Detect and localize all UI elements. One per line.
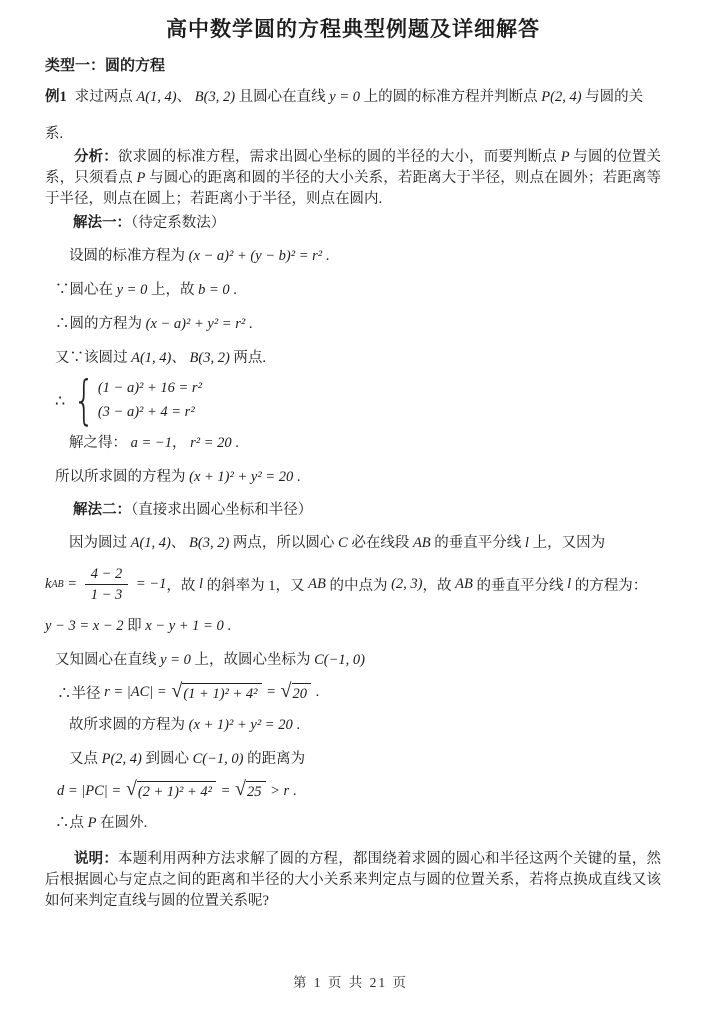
slope-fraction-line [45,565,661,604]
text-run: 所以所求圆的方程为 [55,469,190,485]
radical [280,679,311,703]
text-run: . [289,782,297,799]
formula-standard-equation [69,244,661,268]
text-run: 上，故 [147,282,199,298]
text-run: ，故 [422,578,456,594]
example-1-statement-continued [45,123,661,145]
text-run: 与圆的关 [581,89,644,105]
math-run: (3 − a)² + 4 = r² [97,404,195,420]
text-run: 的垂直平分线 [472,578,568,594]
text-run: 的距离为 [243,751,306,767]
math-run: AB [412,535,431,551]
text-run: . [293,469,301,485]
math-run: B(3, 2) [189,350,230,366]
text-run: 两点. [229,350,267,366]
math-run: k [45,576,52,592]
sqrt-icon: √ [125,778,137,800]
section-heading: 类型一：圆的方程 [45,58,166,74]
formula-solution-values [69,431,661,455]
text-run: 系. [45,126,64,142]
text-run: 的垂直平分线 [430,535,525,551]
brace-glyph: { [73,369,95,432]
math-run: l [524,535,529,551]
text-run: 欲求圆的标准方程，需求出圆心坐标的圆的半径的大小，而要判断点 [117,149,561,165]
text-run: 故所求圆的方程为 [69,717,189,733]
radicand: (2 + 1)² + 4² [137,781,216,801]
text-run: 的方程为： [571,578,648,594]
formula-radius [57,679,661,703]
math-run: A(1, 4) [131,350,172,366]
text-run: . [245,316,253,332]
analysis-label: 分析： [74,149,118,165]
radicand: (1 + 1)² + 4² [182,683,261,703]
math-run: C(−1, 0) [314,652,365,668]
fraction-numerator: 4 − 2 [85,565,129,585]
method-2-intro [69,531,661,555]
text-run: 、 [171,350,190,366]
text-run: 又∵该圆过 [55,350,132,366]
math-run: (x − a)² + (y − b)² = r² [188,248,323,264]
math-run: y − 3 = x − 2 [45,618,124,634]
text-run: . [231,435,239,451]
text-run: 与圆的位置关系，只须看点 [45,149,662,186]
formula-circle-equation-b0 [55,312,661,336]
method-2-label: 解法二： [73,502,131,518]
math-run: x − y + 1 = 0 [145,618,224,634]
math-run: (x + 1)² + y² = 20 [188,717,293,733]
text-run: . [229,282,237,298]
math-run: r = |AC| = [104,684,171,700]
text-run: 解之得： [69,435,131,451]
text-run: ，故 [166,578,199,594]
text-run: 上的圆的标准方程并判断点 [360,89,542,105]
method-1-label: 解法一： [73,215,131,231]
text-run: ∴半径 [57,686,105,702]
math-run: y = 0 [116,282,148,298]
math-run: P [87,815,97,831]
math-run: AB [308,576,326,592]
text-run: 必在线段 [347,535,413,551]
math-run: a = −1 [130,435,172,451]
text-run: . [322,248,330,264]
text-run: 求过两点 [74,89,137,105]
text-run: . [223,618,231,634]
text-run: 、 [176,89,195,105]
text-run: 上，故圆心坐标为 [190,652,315,668]
remark-paragraph [45,849,661,912]
text-run: ， [171,435,191,451]
math-run: = −1 [132,576,167,592]
math-run: P(2, 4) [541,89,582,105]
math-run: = [216,782,235,799]
math-run: = [262,684,280,700]
subscript-ab: AB [51,579,64,590]
math-run: l [567,576,572,592]
formula-center-on-line [55,278,661,302]
radical [235,778,265,801]
method-2-heading [73,499,661,521]
text-run: 设圆的标准方程为 [69,248,189,264]
text-run: 的中点为 [325,578,392,594]
method-1-subtitle: （待定系数法） [131,215,226,231]
radicand: 25 [246,781,266,801]
math-run: (1 − a)² + 16 = r² [97,380,202,396]
text-run: ∴点 [55,815,88,831]
formula-center-coordinates [55,648,661,672]
text-run: 在圆外. [96,815,148,831]
text-run: 又知圆心在直线 [55,652,161,668]
radicand: 20 [292,683,312,703]
method-2-subtitle: （直接求出圆心坐标和半径） [131,502,313,518]
text-run: 、 [170,535,190,551]
math-run: (x + 1)² + y² = 20 [189,469,294,485]
text-run: . [292,717,300,733]
example-1-label: 例1 [45,89,67,105]
math-run: B(3, 2) [194,89,236,105]
radical [125,778,216,801]
math-run: y = 0 [329,89,361,105]
math-run: P(2, 4) [101,751,142,767]
therefore-symbol: ∴ [55,392,66,410]
math-run: A(1, 4) [130,535,171,551]
point-distance-intro [69,747,661,771]
text-run: 本题利用两种方法求解了圆的方程，都围绕着求圆的圆心和半径这两个关键的量，然后根据圆心与定点之间的距离和半径的大小关系来判定点与圆的位置关系，若将点换成直线又该如何来判定直线与圆的位置关系呢? [45,851,662,909]
math-run: y = 0 [160,652,191,668]
math-run: A(1, 4) [136,89,177,105]
math-run: = [63,576,81,592]
math-run: P [560,149,570,165]
math-run: > r [266,782,290,799]
page-title: 高中数学圆的方程典型例题及详细解答 [166,17,540,41]
math-run: r² = 20 [190,435,232,451]
sqrt-icon: √ [280,679,292,702]
formula-distance [57,778,661,801]
text-run: . [312,684,320,700]
fraction [85,565,129,604]
math-run: (x − a)² + y² = r² [145,316,246,332]
math-run: C(−1, 0) [192,751,244,767]
text-run: 上，又因为 [528,535,606,551]
math-run: (2, 3) [391,576,423,592]
equation-column [98,380,202,421]
text-run: 且圆心在直线 [235,89,330,105]
text-run: 到圆心 [141,751,193,767]
method-1-heading [73,212,661,234]
math-run: AB [455,576,473,592]
formula-result-method-1 [55,465,661,489]
page-footer: 第 1 页 共 21 页 [292,975,409,990]
formula-passes-through-points [55,346,661,370]
text-run: 的斜率为 1，又 [202,578,309,594]
sqrt-icon: √ [235,778,247,800]
math-run: B(3, 2) [189,535,230,551]
math-run: C [338,535,348,551]
text-run: ∴圆的方程为 [55,316,146,332]
text-run: 又点 [69,751,102,767]
text-run: 两点，所以圆心 [229,535,339,551]
radical [171,679,261,703]
text-run: ∵圆心在 [55,282,117,298]
analysis-paragraph [45,147,661,210]
formula-result-method-2 [69,713,661,737]
fraction-denominator: 1 − 3 [90,587,123,603]
text-run: 即 [123,618,146,634]
text-run: 因为圆过 [69,535,131,551]
math-run: l [198,576,203,592]
remark-label: 说明： [74,851,119,867]
text-run: 与圆心的距离和圆的半径的大小关系，若距离大于半径，则点在圆外；若距离等于半径，则点在圆上；若距离小于半径，则点在圆内. [45,170,662,207]
math-run: P [136,170,146,186]
math-run: b = 0 [198,282,230,298]
example-1-statement [45,86,661,108]
math-run: d = |PC| = [57,782,125,799]
sqrt-icon: √ [171,679,183,702]
formula-perpendicular-bisector [45,614,661,638]
equation-system [55,369,661,432]
conclusion-point-outside [55,811,661,835]
